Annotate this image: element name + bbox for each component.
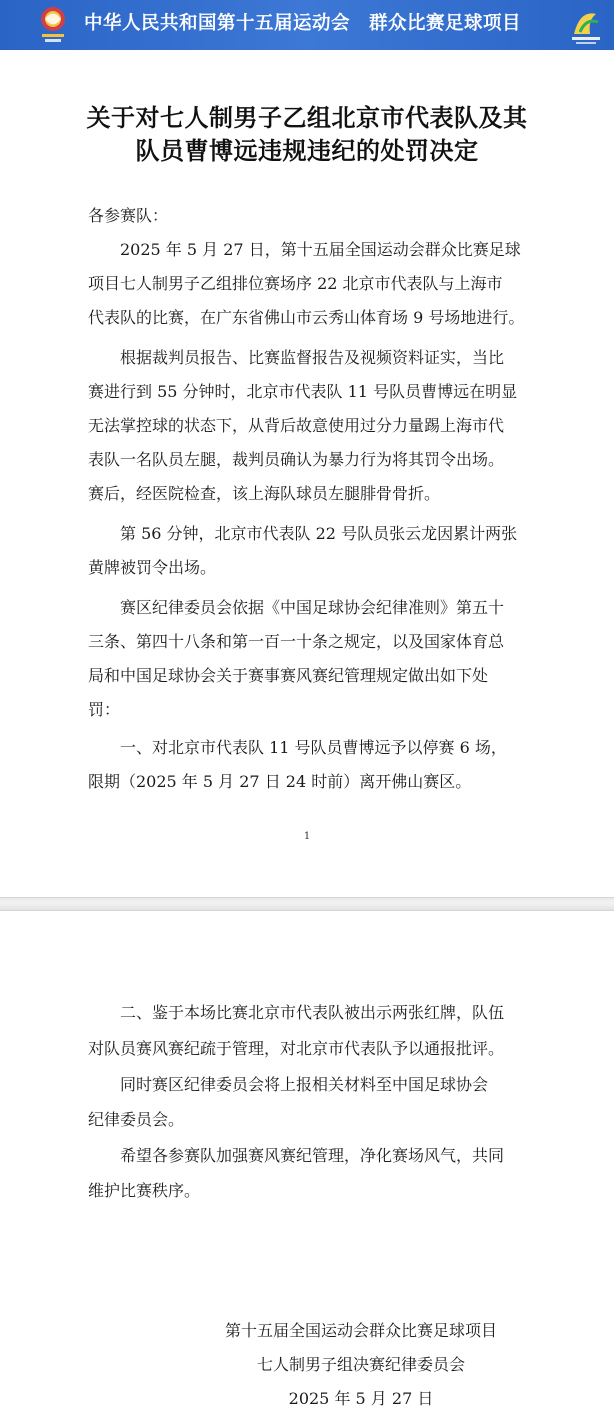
paragraph-3-line: 第 56 分钟，北京市代表队 22 号队员张云龙因累计两张 — [88, 524, 518, 543]
signature-date: 2025 年 5 月 27 日 — [288, 1389, 434, 1408]
paragraph-8-line: 希望各参赛队加强赛风赛纪管理，净化赛场风气，共同 — [88, 1146, 505, 1165]
document-title-line-1: 关于对七人制男子乙组北京市代表队及其 — [86, 103, 528, 132]
paragraph-2-line: 无法掌控球的状态下，从背后故意使用过分力量踢上海市代 — [88, 416, 505, 435]
paragraph-2-line: 根据裁判员报告、比赛监督报告及视频资料证实，当比 — [88, 348, 505, 367]
paragraph-2-line: 赛进行到 55 分钟时，北京市代表队 11 号队员曹博远在明显 — [88, 382, 518, 401]
paragraph-7-line: 同时赛区纪律委员会将上报相关材料至中国足球协会 — [88, 1075, 489, 1094]
penalty-1-line: 一、对北京市代表队 11 号队员曹博远予以停赛 6 场， — [88, 738, 507, 757]
salutation: 各参赛队： — [88, 206, 169, 225]
paragraph-2-line: 赛后，经医院检查，该上海队球员左腿腓骨骨折。 — [88, 484, 441, 503]
games-banner — [0, 0, 614, 50]
document-title-line-2: 队员曹博远违规违纪的处罚决定 — [135, 136, 479, 165]
paragraph-1-line: 项目七人制男子乙组排位赛场序 22 北京市代表队与上海市 — [88, 274, 503, 293]
games-mascot-icon — [566, 4, 606, 46]
penalty-2-line: 二、鉴于本场比赛北京市代表队被出示两张红牌，队伍 — [88, 1003, 505, 1022]
penalty-1-line: 限期（2025 年 5 月 27 日 24 时前）离开佛山赛区。 — [88, 772, 472, 791]
page-separator — [0, 897, 614, 911]
paragraph-4-line: 罚： — [88, 700, 121, 719]
paragraph-4-line: 局和中国足球协会关于赛事赛风赛纪管理规定做出如下处 — [88, 666, 489, 685]
paragraph-2-line: 表队一名队员左腿，裁判员确认为暴力行为将其罚令出场。 — [88, 450, 505, 469]
paragraph-1-line: 2025 年 5 月 27 日，第十五届全国运动会群众比赛足球 — [88, 240, 521, 259]
paragraph-3-line: 黄牌被罚令出场。 — [88, 558, 217, 577]
signature-org-line-2: 七人制男子组决赛纪律委员会 — [256, 1355, 465, 1374]
paragraph-8-line: 维护比赛秩序。 — [88, 1181, 201, 1200]
paragraph-4-line: 赛区纪律委员会依据《中国足球协会纪律准则》第五十 — [88, 598, 505, 617]
page-number: 1 — [303, 831, 311, 842]
paragraph-7-line: 纪律委员会。 — [88, 1110, 185, 1129]
signature-org-line-1: 第十五届全国运动会群众比赛足球项目 — [224, 1321, 497, 1340]
penalty-2-line: 对队员赛风赛纪疏于管理，对北京市代表队予以通报批评。 — [88, 1039, 505, 1058]
paragraph-4-line: 三条、第四十八条和第一百一十条之规定，以及国家体育总 — [88, 632, 505, 651]
games-emblem-icon — [36, 4, 70, 46]
paragraph-1-line: 代表队的比赛，在广东省佛山市云秀山体育场 9 号场地进行。 — [88, 308, 525, 327]
banner-title: 中华人民共和国第十五届运动会 群众比赛足球项目 — [84, 13, 522, 34]
